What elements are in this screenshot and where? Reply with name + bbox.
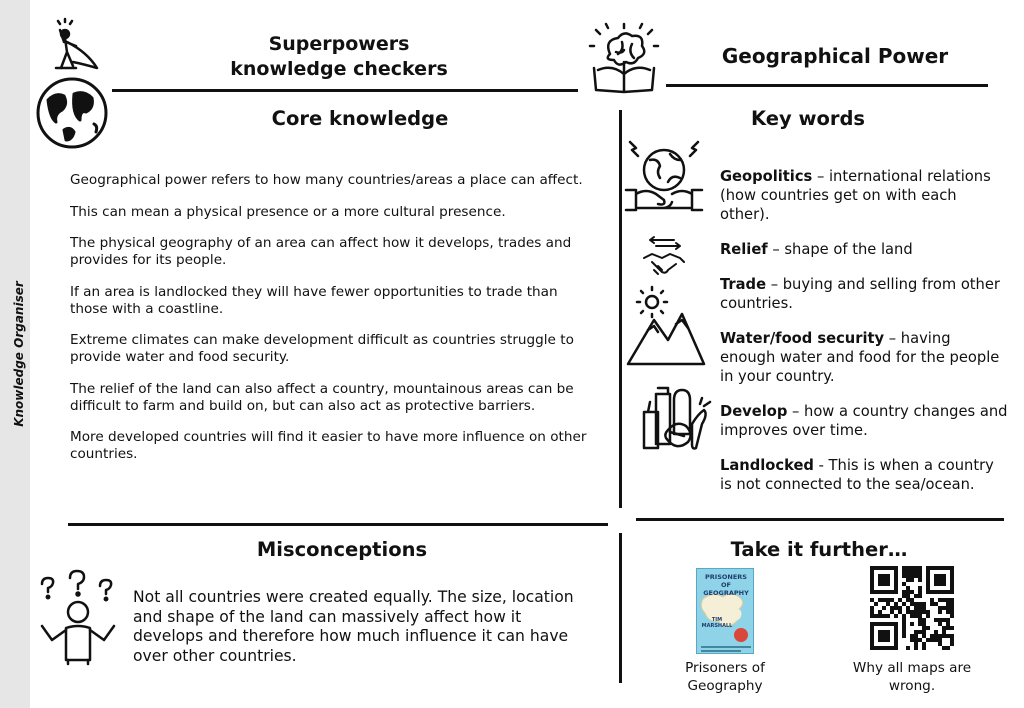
vertical-divider-bottom: [619, 533, 622, 683]
header-rule-right: [666, 84, 988, 87]
topic-title: Geographical Power: [721, 44, 949, 68]
keyword-relief: [720, 240, 1008, 259]
handshake-arrows-icon: [640, 236, 688, 278]
keyword-definition: - This is when a country is not connected to the sea/ocean.: [720, 457, 994, 493]
title-line-1: Superpowers: [268, 33, 410, 55]
misconceptions-heading: Misconceptions: [256, 538, 428, 561]
keyword-term: Water/food security: [720, 330, 885, 347]
sidebar-label: Knowledge Organiser: [12, 281, 26, 427]
book-caption-line-2: Geography: [687, 678, 763, 694]
core-knowledge-heading: Core knowledge: [271, 107, 449, 130]
keyword-geopolitics: [720, 167, 1008, 224]
title-line-2: knowledge checkers: [230, 58, 448, 80]
keyword-term: Landlocked: [720, 457, 814, 474]
keyword-definition: – international relations (how countries get on with each other).: [720, 168, 991, 223]
book-cover-title: PRISONERS OF GEOGRAPHY: [703, 573, 749, 597]
core-paragraph: Geographical power refers to how many countries/areas a place can affect.: [70, 172, 583, 188]
core-paragraph: This can mean a physical presence or a more cultural presence.: [70, 203, 506, 220]
video-caption-line-2: wrong.: [888, 678, 936, 694]
key-words-list: [720, 167, 1008, 510]
mountains-sun-icon: [626, 288, 706, 368]
vertical-divider-top: [619, 110, 622, 508]
book-caption-line-1: Prisoners of: [685, 660, 765, 676]
brain-book-icon: [588, 24, 660, 96]
keyword-term: Relief: [720, 241, 768, 258]
keyword-landlocked: [720, 456, 1008, 494]
core-knowledge-text: [70, 172, 598, 478]
keyword-definition: – how a country changes and improves over time.: [720, 403, 1008, 439]
confused-person-icon: [36, 570, 120, 664]
keyword-definition: – shape of the land: [767, 241, 913, 258]
keyword-term: Develop: [720, 403, 788, 420]
food-drink-icon: [640, 384, 712, 452]
core-paragraph: The physical geography of an area can affect how it develops, trades and provides for its people.: [70, 235, 572, 268]
superhero-globe-icon: [34, 20, 112, 152]
take-it-further-heading: Take it further…: [730, 538, 908, 561]
keyword-term: Geopolitics: [720, 168, 813, 185]
book-cover-author: TIM MARSHALL: [701, 617, 733, 629]
book-cover[interactable]: [696, 568, 754, 654]
misconceptions-text: Not all countries were created equally. The size, location and shape of the land can massively affect how it develops and therefore how much influence it can have over other countries.: [133, 588, 574, 665]
core-paragraph: If an area is landlocked they will have fewer opportunities to trade than those with a coastline.: [70, 283, 558, 317]
key-words-heading: Key words: [750, 107, 866, 130]
sidebar: [0, 0, 30, 708]
book-caption: [672, 659, 778, 695]
keyword-trade: [720, 275, 1008, 313]
core-paragraph: Extreme climates can make development difficult as countries struggle to provide water and food security.: [70, 332, 574, 365]
core-paragraph: More developed countries will find it easier to have more influence on other countries.: [70, 429, 587, 462]
qr-code-icon[interactable]: [870, 566, 954, 650]
keyword-definition: – having enough water and food for the people in your country.: [720, 330, 1000, 385]
video-caption: [846, 659, 978, 695]
core-paragraph: The relief of the land can also affect a country, mountainous areas can be difficult to farm and build on, but can also act as protective barriers.: [70, 380, 574, 414]
header-rule-left: [112, 89, 578, 92]
keyword-develop: [720, 402, 1008, 440]
video-caption-line-1: Why all maps are: [852, 660, 972, 676]
globe-handshake-icon: [624, 138, 704, 216]
middle-rule-right: [636, 518, 1004, 521]
middle-rule-left: [68, 523, 608, 526]
keyword-definition: – buying and selling from other countries.: [720, 276, 1000, 312]
page-title: [200, 32, 478, 82]
keyword-term: Trade: [720, 276, 767, 293]
keyword-water-food-security: [720, 329, 1008, 386]
